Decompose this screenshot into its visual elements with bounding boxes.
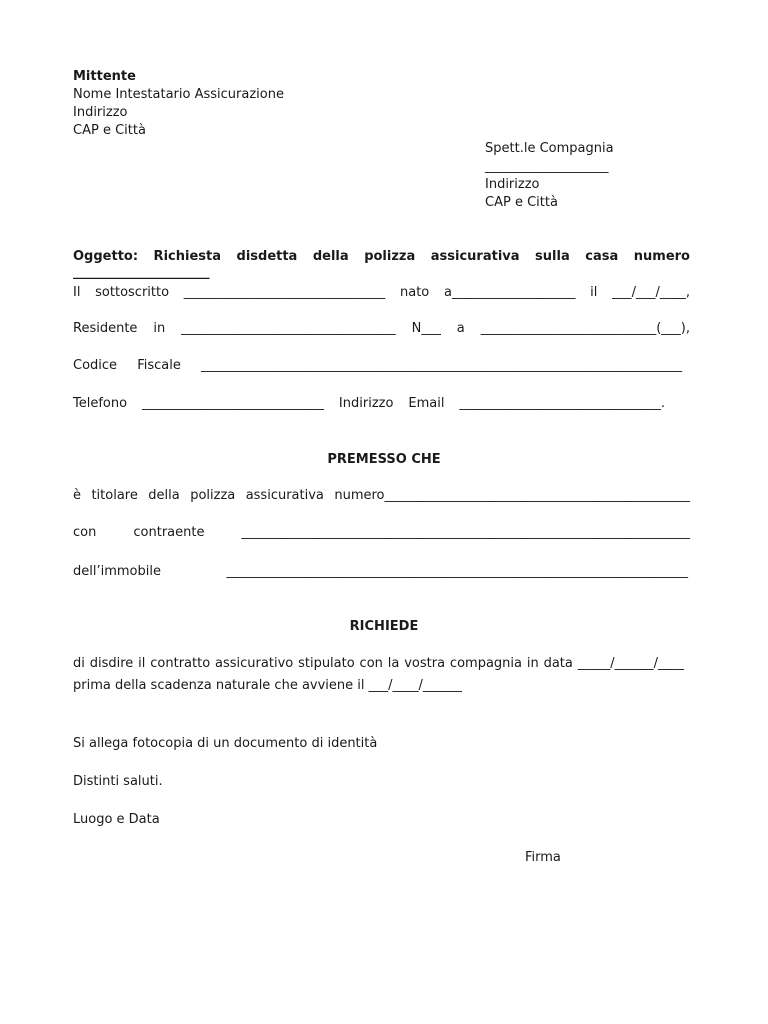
richiede-heading: RICHIEDE xyxy=(349,619,419,634)
premesso-contraente: con contraente _____________________________________________________________________ xyxy=(73,525,690,540)
premesso-immobile: dell’immobile _______________________________________________________________________ xyxy=(73,564,688,579)
sender-address: Indirizzo xyxy=(73,105,128,120)
recipient-city: CAP e Città xyxy=(485,195,558,210)
richiede-line-2: prima della scadenza naturale che avviene il ___/____/______ xyxy=(73,678,462,693)
saluti-text: Distinti saluti. xyxy=(73,774,163,789)
recipient-label: Spett.le Compagnia xyxy=(485,141,614,156)
field-telefono-email: Telefono ____________________________ Indirizzo Email _______________________________. xyxy=(73,396,665,411)
firma-label: Firma xyxy=(525,850,561,865)
sender-heading: Mittente xyxy=(73,69,136,84)
field-codice-fiscale: Codice Fiscale __________________________________________________________________________ xyxy=(73,358,682,373)
luogo-data-label: Luogo e Data xyxy=(73,812,160,827)
field-residente: Residente in _________________________________ N___ a ___________________________(___), xyxy=(73,321,690,336)
subject-line: Oggetto: Richiesta disdetta della polizza assicurativa sulla casa numero _____________________ xyxy=(73,249,690,280)
premesso-heading: PREMESSO CHE xyxy=(327,452,441,467)
richiede-line-1: di disdire il contratto assicurativo stipulato con la vostra compagnia in data _____/______/____ xyxy=(73,656,684,671)
recipient-company-blank: ___________________ xyxy=(485,159,609,174)
allegato-text: Si allega fotocopia di un documento di identità xyxy=(73,736,378,751)
recipient-address: Indirizzo xyxy=(485,177,540,192)
sender-name: Nome Intestatario Assicurazione xyxy=(73,87,284,102)
sender-city: CAP e Città xyxy=(73,123,146,138)
field-sottoscritto: Il sottoscritto _______________________________ nato a___________________ il ___/___/____, xyxy=(73,285,690,300)
premesso-polizza: è titolare della polizza assicurativa numero_______________________________________________ xyxy=(73,488,690,503)
